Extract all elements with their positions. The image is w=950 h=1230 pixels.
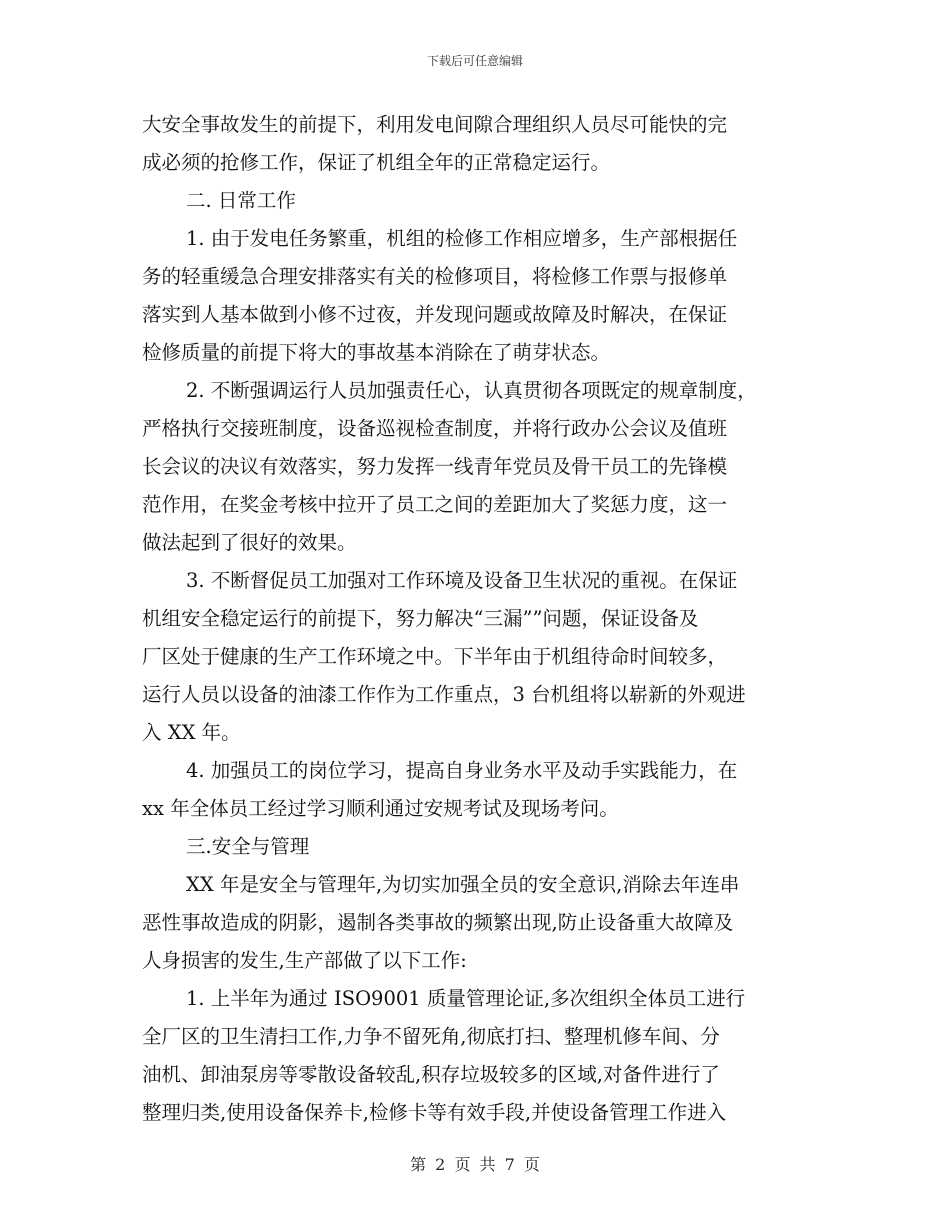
document-body <box>142 106 812 1132</box>
text-line: 检修质量的前提下将大的事故基本消除在了萌芽状态。 <box>142 341 611 364</box>
text-line: 1. 上半年为通过 ISO9001 质量管理论证,多次组织全体员工进行 <box>186 987 746 1010</box>
text-line: 做法起到了很好的效果。 <box>142 531 357 554</box>
page-header: 下载后可任意编辑 <box>426 54 523 68</box>
text-line: 油机、卸油泵房等零散设备较乱,积存垃圾较多的区域,对备件进行了 <box>142 1063 720 1086</box>
text-line: 4. 加强员工的岗位学习，提高自身业务水平及动手实践能力，在 <box>186 759 738 782</box>
text-line: 成必须的抢修工作，保证了机组全年的正常稳定运行。 <box>142 151 611 174</box>
text-line: 厂区处于健康的生产工作环境之中。下半年由于机组待命时间较多， <box>142 645 728 668</box>
text-line: 落实到人基本做到小修不过夜，并发现问题或故障及时解决，在保证 <box>142 303 728 326</box>
text-line: 务的轻重缓急合理安排落实有关的检修项目，将检修工作票与报修单 <box>142 265 728 288</box>
text-line: 整理归类,使用设备保养卡,检修卡等有效手段,并使设备管理工作进入 <box>142 1101 727 1124</box>
text-line: 范作用，在奖金考核中拉开了员工之间的差距加大了奖惩力度，这一 <box>142 493 728 516</box>
text-line: 二. 日常工作 <box>186 189 296 212</box>
page-footer: 第 2 页 共 7 页 <box>410 1155 540 1174</box>
text-line: 2. 不断强调运行人员加强责任心，认真贯彻各项既定的规章制度， <box>186 379 757 402</box>
text-line: 全厂区的卫生清扫工作,力争不留死角,彻底打扫、整理机修车间、分 <box>142 1025 720 1048</box>
text-line: 运行人员以设备的油漆工作作为工作重点，3 台机组将以崭新的外观进 <box>142 683 746 706</box>
text-line: 机组安全稳定运行的前提下，努力解决“三漏””问题，保证设备及 <box>142 607 699 630</box>
text-line: 1. 由于发电任务繁重，机组的检修工作相应增多，生产部根据任 <box>186 227 738 250</box>
text-line: 三.安全与管理 <box>186 835 310 858</box>
text-line: 长会议的决议有效落实，努力发挥一线青年党员及骨干员工的先锋模 <box>142 455 728 478</box>
text-line: 恶性事故造成的阴影，遏制各类事故的频繁出现,防止设备重大故障及 <box>142 911 734 934</box>
text-line: xx 年全体员工经过学习顺利通过安规考试及现场考问。 <box>142 797 619 820</box>
text-line: XX 年是安全与管理年,为切实加强全员的安全意识,消除去年连串 <box>186 873 740 896</box>
text-line: 3. 不断督促员工加强对工作环境及设备卫生状况的重视。在保证 <box>186 569 738 592</box>
text-line: 入 XX 年。 <box>142 721 241 744</box>
text-line: 人身损害的发生,生产部做了以下工作: <box>142 949 467 972</box>
text-line: 大安全事故发生的前提下，利用发电间隙合理组织人员尽可能快的完 <box>142 113 728 136</box>
text-line: 严格执行交接班制度，设备巡视检查制度，并将行政办公会议及值班 <box>142 417 728 440</box>
